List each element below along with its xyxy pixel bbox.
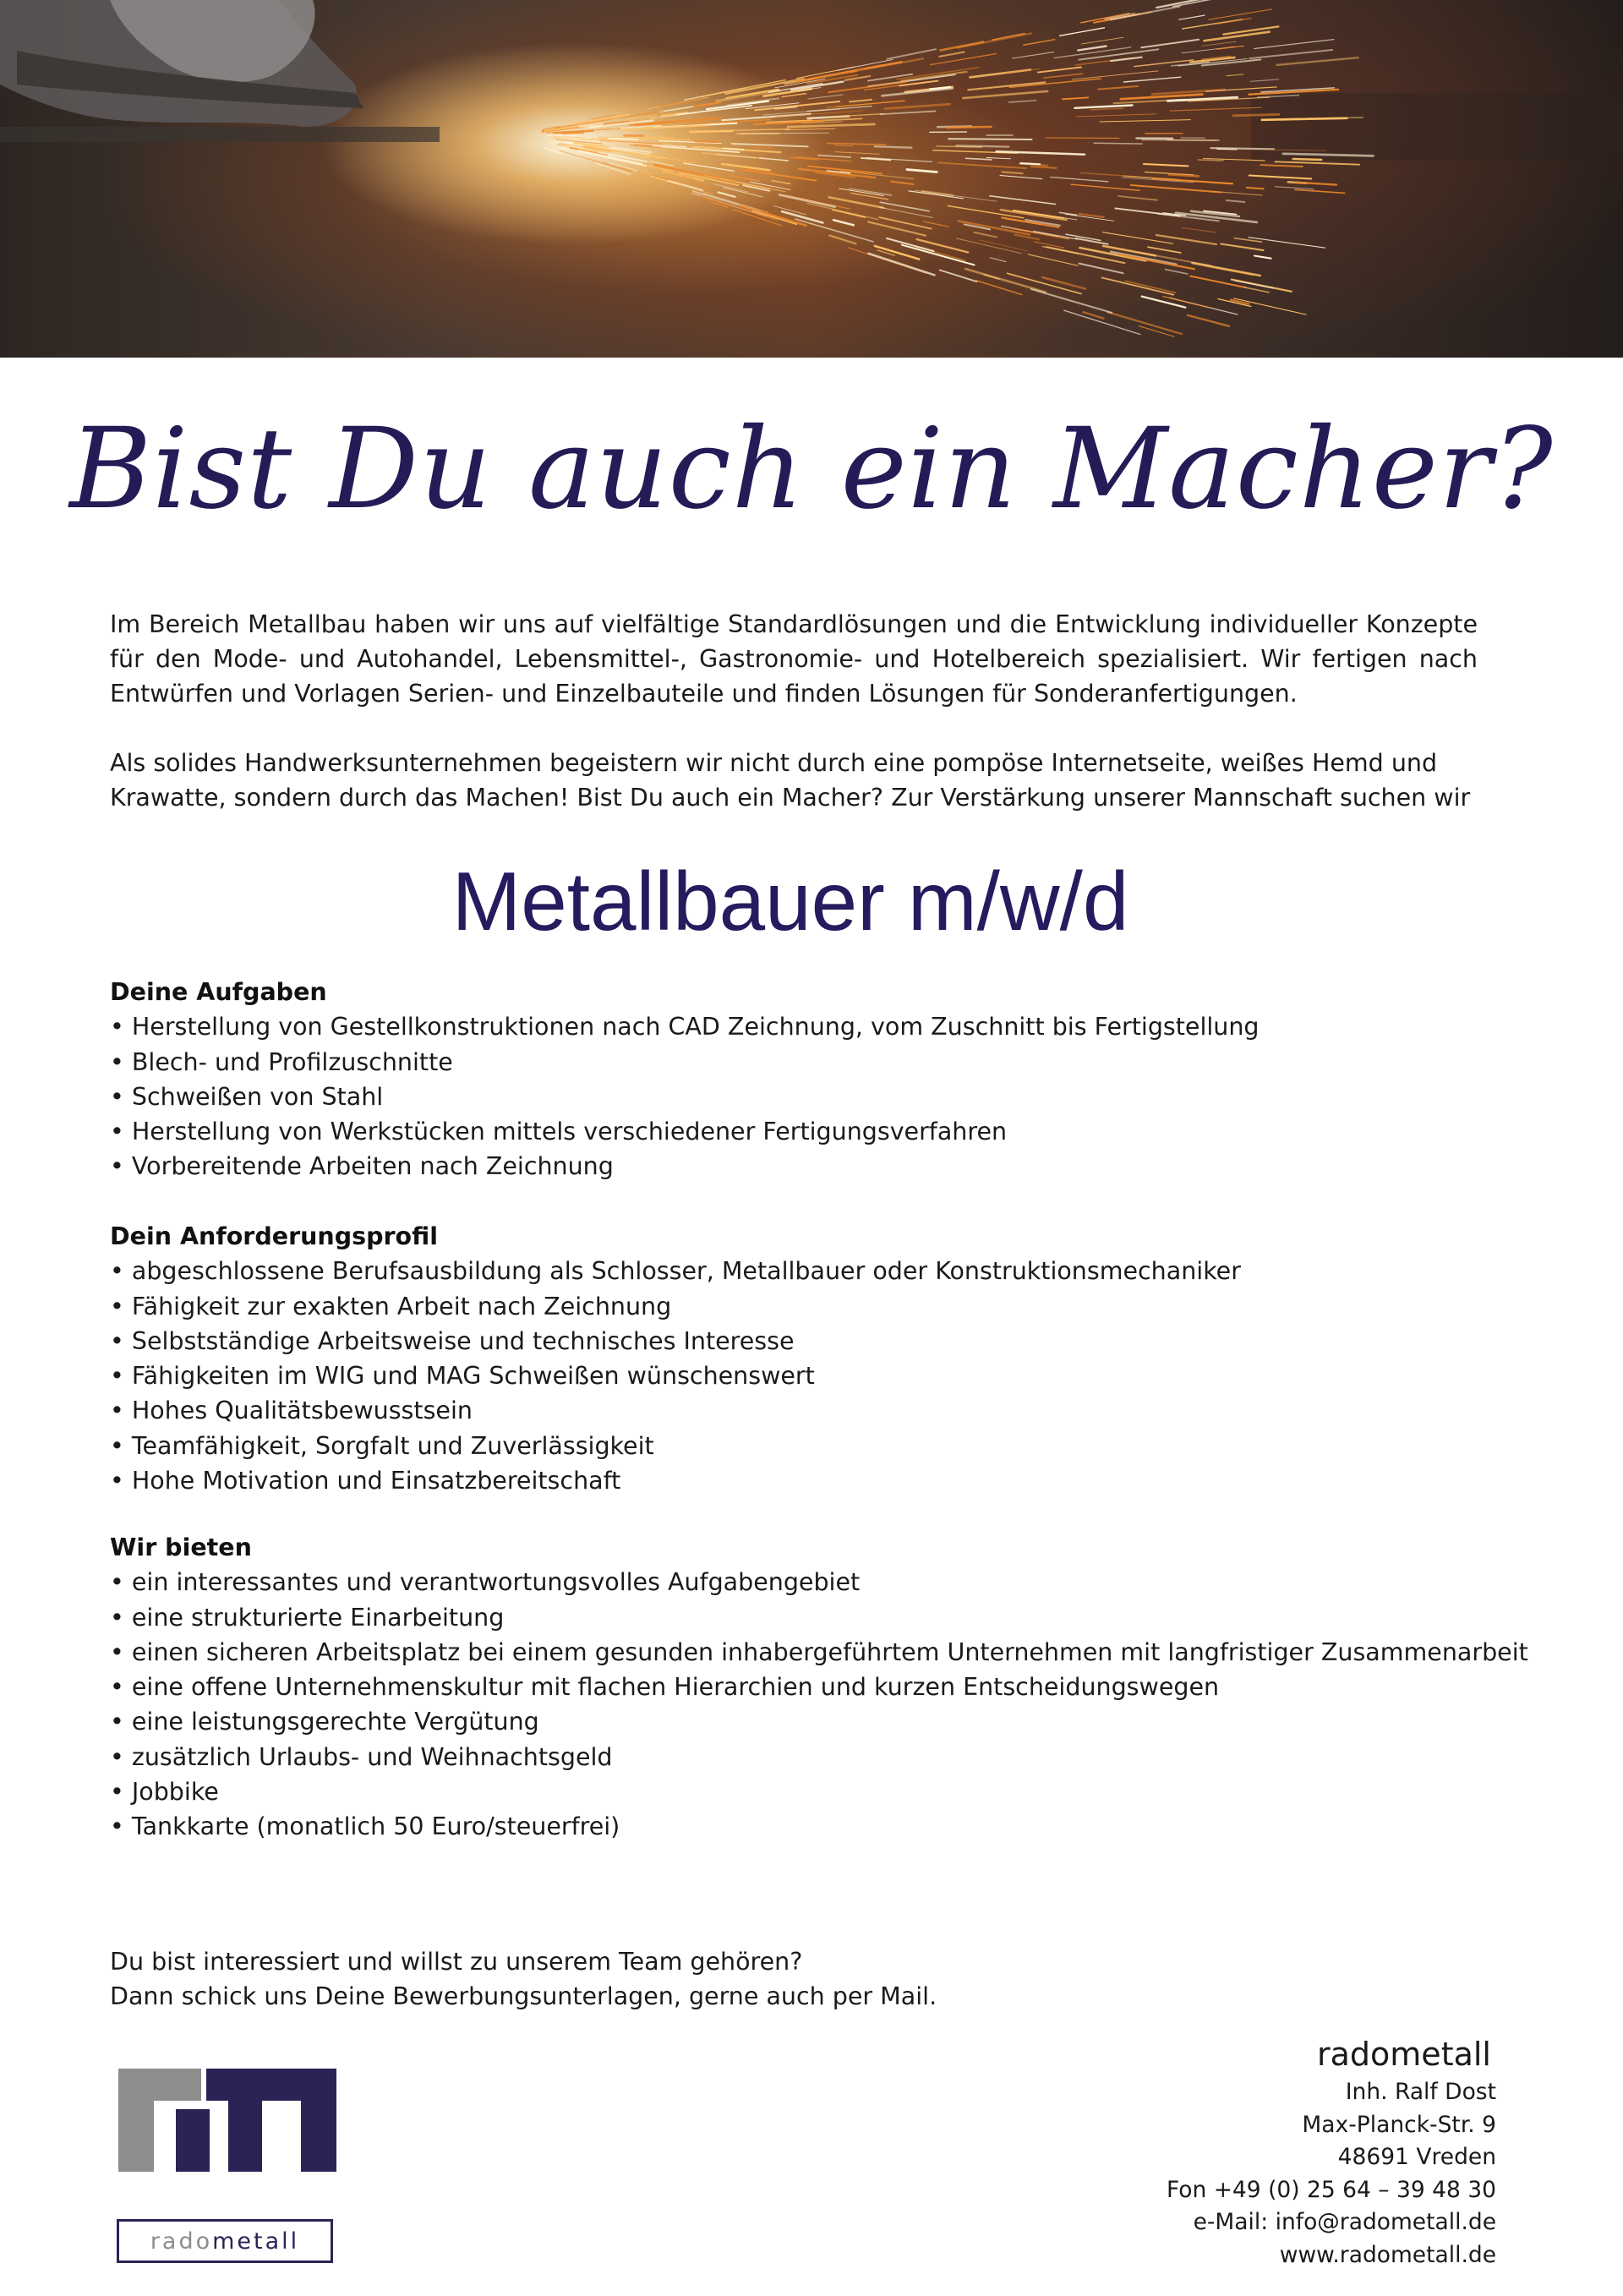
spark-streak (1031, 289, 1112, 313)
spark-streak (732, 144, 808, 146)
spark-streak (1260, 165, 1303, 167)
spark-streak (880, 112, 935, 115)
spark-streak (931, 54, 997, 65)
spark-streak (887, 238, 933, 251)
spark-streak (1008, 101, 1036, 102)
spark-streak (1276, 187, 1314, 189)
spark-streak (1111, 57, 1141, 61)
spark-streak (1142, 297, 1186, 308)
spark-streak (1148, 247, 1181, 253)
spark-streak (1250, 79, 1278, 81)
closing-line-2: Dann schick uns Deine Bewerbungsunterlagen, gerne auch per Mail. (110, 1982, 937, 2010)
spark-streak (731, 176, 752, 180)
list-item: • Blech- und Profilzuschnitte (110, 1045, 1547, 1080)
spark-streak (1102, 278, 1174, 295)
closing-line-1: Du bist interessiert und willst zu unserem Team gehören? (110, 1948, 803, 1976)
spark-streak (1072, 71, 1158, 79)
spark-streak (1249, 50, 1332, 58)
spark-streak (968, 82, 1045, 90)
spark-streak (1131, 185, 1221, 193)
spark-streak (782, 94, 806, 97)
spark-streak (1217, 46, 1244, 49)
spark-streak (690, 131, 732, 132)
spark-streak (664, 158, 695, 162)
spark-streak (1163, 297, 1210, 308)
spark-streak (828, 144, 886, 145)
spark-streak (1233, 114, 1279, 115)
section-tasks (110, 975, 1547, 1184)
spark-streak (1227, 200, 1245, 202)
spark-streak (1249, 176, 1312, 179)
spark-streak (1063, 97, 1088, 99)
spark-streak (827, 114, 883, 118)
spark-streak (833, 220, 854, 225)
spark-streak (1221, 244, 1263, 251)
job-title: Metallbauer m/w/d (451, 855, 1129, 948)
spark-streak (719, 192, 735, 196)
spark-streak (772, 181, 790, 184)
spark-streak (1198, 160, 1223, 161)
spark-streak (1078, 46, 1106, 51)
headline: Bist Du auch ein Macher? (69, 404, 1554, 534)
spark-streak (865, 62, 901, 68)
spark-streak (1028, 254, 1078, 265)
spark-streak (788, 124, 874, 127)
spark-streak (975, 232, 997, 238)
list-item: • einen sicheren Arbeitsplatz bei einem gesunden inhabergeführtem Unternehmen mit langfristiger Zusammenarbeit (110, 1635, 1547, 1670)
spark-streak (1107, 312, 1182, 334)
wordmark-dark: metall (212, 2228, 300, 2255)
spark-streak (1192, 263, 1260, 276)
section-benefits (110, 1530, 1547, 1845)
spark-streak (1060, 28, 1105, 36)
spark-streak (1119, 254, 1194, 269)
spark-streak (1111, 7, 1179, 20)
spark-streak (635, 137, 673, 138)
benefit-list (110, 1565, 1547, 1844)
spark-streak (915, 190, 997, 201)
spark-streak (722, 164, 770, 171)
spark-streak (1009, 79, 1101, 87)
spark-streak (1202, 41, 1236, 46)
spark-streak (850, 100, 872, 102)
spark-streak (727, 98, 779, 105)
task-list (110, 1009, 1547, 1184)
list-item: • Herstellung von Werkstücken mittels verschiedener Fertigungsverfahren (110, 1114, 1547, 1149)
spark-streak (1141, 40, 1199, 47)
spark-streak (1079, 248, 1145, 260)
spark-streak (1247, 188, 1264, 189)
list-item: • eine offene Unternehmenskultur mit flachen Hierarchien und kurzen Entscheidungswegen (110, 1670, 1547, 1704)
list-item: • Teamfähigkeit, Sorgfalt und Zuverlässigkeit (110, 1429, 1547, 1463)
spark-streak (680, 172, 739, 185)
spark-streak (828, 82, 906, 92)
spark-streak (1254, 256, 1271, 259)
logo-wordmark (117, 2219, 333, 2263)
requirement-list (110, 1254, 1547, 1498)
spark-streak (1124, 77, 1181, 82)
spark-streak (779, 194, 835, 206)
spark-streak (1079, 49, 1158, 59)
hero-image (0, 0, 1623, 358)
spark-streak (696, 141, 719, 142)
spark-streak (753, 147, 773, 148)
rm-logo-mark (117, 2060, 338, 2178)
spark-streak (1295, 183, 1336, 185)
spark-streak (924, 221, 948, 227)
spark-streak (880, 207, 932, 217)
spark-streak (829, 236, 855, 244)
spark-streak (1103, 232, 1173, 244)
list-item: • Schweißen von Stahl (110, 1080, 1547, 1114)
spark-streak (1000, 176, 1042, 179)
list-item: • ein interessantes und verantwortungsvolles Aufgabengebiet (110, 1565, 1547, 1599)
spark-streak (1152, 90, 1225, 95)
spark-streak (1188, 315, 1229, 326)
spark-streak (740, 133, 829, 134)
email[interactable]: e-Mail: info@radometall.de (1193, 2209, 1496, 2235)
spark-streak (669, 181, 702, 190)
spark-streak (1166, 270, 1188, 274)
spark-streak (1003, 172, 1023, 173)
spark-streak (1144, 164, 1189, 166)
spark-streak (1249, 238, 1325, 249)
spark-streak (833, 210, 866, 217)
spark-streak (902, 245, 975, 265)
spark-streak (1014, 210, 1063, 218)
spark-streak (883, 89, 953, 96)
spark-streak (1156, 235, 1216, 244)
section-heading: Wir bieten (110, 1533, 252, 1561)
sparks-illustration (0, 0, 1623, 358)
list-item: • Tankkarte (monatlich 50 Euro/steuerfrei) (110, 1809, 1547, 1844)
spark-streak (702, 196, 778, 220)
spark-streak (760, 158, 789, 161)
list-item: • Hohe Motivation und Einsatzbereitschaft (110, 1463, 1547, 1498)
spark-streak (795, 219, 873, 242)
spark-streak (963, 91, 1047, 98)
spark-streak (1071, 184, 1139, 190)
spark-streak (939, 52, 965, 57)
spark-streak (808, 95, 844, 99)
spark-streak (907, 170, 937, 172)
list-item: • zusätzlich Urlaubs- und Weihnachtsgeld (110, 1740, 1547, 1774)
spark-streak (880, 202, 929, 210)
intro-paragraph-2: Als solides Handwerksunternehmen begeistern wir nicht durch eine pompöse Internetseite, weißes Hemd und Krawatte, sondern durch das Machen! Bist Du auch ein Macher? Zur Verstärkung unserer Mannschaft suchen wir (110, 749, 1471, 812)
spark-streak (1227, 74, 1243, 76)
spark-streak (1295, 189, 1345, 193)
spark-streak (956, 145, 1008, 146)
spark-streak (545, 148, 561, 153)
spark-streak (1121, 95, 1203, 100)
section-requirements (110, 1219, 1547, 1498)
spark-streak (948, 127, 992, 128)
list-item: • Herstellung von Gestellkonstruktionen nach CAD Zeichnung, vom Zuschnitt bis Fertigstellung (110, 1009, 1547, 1044)
spark-streak (1077, 114, 1156, 117)
spark-streak (1190, 276, 1245, 287)
section-heading: Dein Anforderungsprofil (110, 1222, 439, 1250)
spark-streak (1013, 52, 1054, 58)
spark-streak (940, 271, 977, 282)
spark-streak (885, 104, 950, 108)
spark-streak (659, 98, 703, 107)
spark-streak (1020, 163, 1040, 164)
website-link[interactable]: www.radometall.de (1279, 2241, 1496, 2268)
list-item: • Vorbereitende Arbeiten nach Zeichnung (110, 1149, 1547, 1184)
spark-streak (835, 152, 879, 155)
spark-streak (1094, 143, 1142, 144)
spark-streak (555, 137, 586, 138)
section-heading: Deine Aufgaben (110, 978, 327, 1006)
spark-streak (1152, 178, 1232, 183)
spark-streak (1005, 68, 1040, 73)
spark-streak (1075, 106, 1133, 108)
spark-streak (1002, 218, 1058, 227)
spark-streak (1081, 173, 1139, 178)
intro-paragraph-1: Im Bereich Metallbau haben wir uns auf vielfältige Standardlösungen und die Entwicklung individueller Konzepte für den Mode- und Autohandel, Lebensmittel-, Gastronomie- und Hotelbereich spezialisiert. Wir fertigen nach Entwürfen und Vorlagen Serien- und Einzelbauteile und finden Lösungen für Sonderanfertigungen. (110, 610, 1478, 708)
spark-streak (965, 158, 991, 160)
spark-streak (869, 254, 935, 276)
spark-streak (1139, 326, 1174, 337)
spark-streak (1277, 57, 1358, 65)
spark-streak (990, 258, 1006, 262)
spark-streak (1051, 178, 1108, 182)
spark-streak (861, 158, 891, 160)
spark-streak (1118, 196, 1157, 200)
spark-streak (1079, 264, 1123, 274)
list-item: • eine strukturierte Einarbeitung (110, 1600, 1547, 1635)
spark-streak (891, 182, 913, 184)
spark-streak (990, 196, 1055, 205)
street: Max-Planck-Str. 9 (1302, 2111, 1496, 2138)
spark-streak (1169, 174, 1199, 176)
spark-streak (694, 102, 720, 107)
spark-streak (901, 72, 966, 81)
spark-streak (1064, 310, 1140, 334)
spark-streak (1182, 227, 1216, 232)
spark-streak (1115, 208, 1179, 216)
spark-streak (1024, 40, 1055, 46)
spark-streak (1125, 281, 1175, 292)
spark-streak (1254, 40, 1334, 49)
wordmark-light: rado (150, 2228, 213, 2255)
list-item: • Fähigkeit zur exakten Arbeit nach Zeichnung (110, 1289, 1547, 1324)
steel-bar (0, 127, 440, 142)
spark-streak (1090, 108, 1123, 110)
list-item: • Fähigkeiten im WIG und MAG Schweißen wünschenswert (110, 1358, 1547, 1393)
spark-streak (785, 128, 835, 129)
list-item: • Selbstständige Arbeitsweise und technisches Interesse (110, 1324, 1547, 1358)
spark-streak (818, 156, 851, 158)
contact-block (1167, 2032, 1496, 2271)
spark-streak (1217, 149, 1237, 150)
spark-streak (1232, 280, 1292, 292)
spark-streak (1245, 287, 1269, 292)
spark-streak (1098, 86, 1138, 90)
spark-streak (1042, 277, 1085, 288)
company-logo (117, 2060, 338, 2268)
list-item: • eine leistungsgerechte Vergütung (110, 1704, 1547, 1739)
spark-streak (637, 171, 684, 183)
spark-streak (1100, 120, 1190, 122)
spark-streak (1179, 15, 1205, 19)
list-item: • Hohes Qualitätsbewusstsein (110, 1393, 1547, 1428)
spark-streak (1276, 161, 1360, 164)
city: 48691 Vreden (1337, 2144, 1496, 2170)
spark-streak (1031, 167, 1056, 168)
spark-streak (888, 49, 937, 59)
spark-streak (1015, 235, 1039, 240)
spark-streak (1209, 9, 1272, 19)
spark-streak (938, 162, 1026, 168)
spark-streak (1142, 139, 1219, 140)
spark-streak (875, 146, 912, 147)
company-name: radometall (1317, 2036, 1491, 2073)
spark-streak (868, 221, 926, 235)
spark-streak (554, 131, 593, 133)
spark-streak (1217, 19, 1251, 24)
spark-streak (716, 155, 757, 158)
spark-streak (754, 121, 823, 124)
spark-streak (959, 221, 1030, 234)
phone: Fon +49 (0) 25 64 – 39 48 30 (1166, 2176, 1496, 2203)
spark-streak (1044, 74, 1083, 78)
closing-text (110, 1944, 937, 2014)
spark-streak (1234, 298, 1307, 314)
spark-streak (791, 82, 843, 90)
spark-streak (997, 151, 1085, 154)
spark-streak (834, 145, 853, 146)
owner: Inh. Ralf Dost (1345, 2079, 1496, 2105)
list-item: • abgeschlossene Berufsausbildung als Schlosser, Metallbauer oder Konstruktionsmechaniker (110, 1254, 1547, 1288)
spark-streak (1170, 107, 1261, 111)
spark-streak (1038, 68, 1081, 73)
list-item: • Jobbike (110, 1774, 1547, 1809)
spark-streak (1293, 159, 1322, 160)
spark-streak (941, 42, 984, 51)
spark-streak (1223, 26, 1278, 34)
spark-streak (1081, 37, 1123, 44)
spark-streak (986, 158, 1010, 159)
